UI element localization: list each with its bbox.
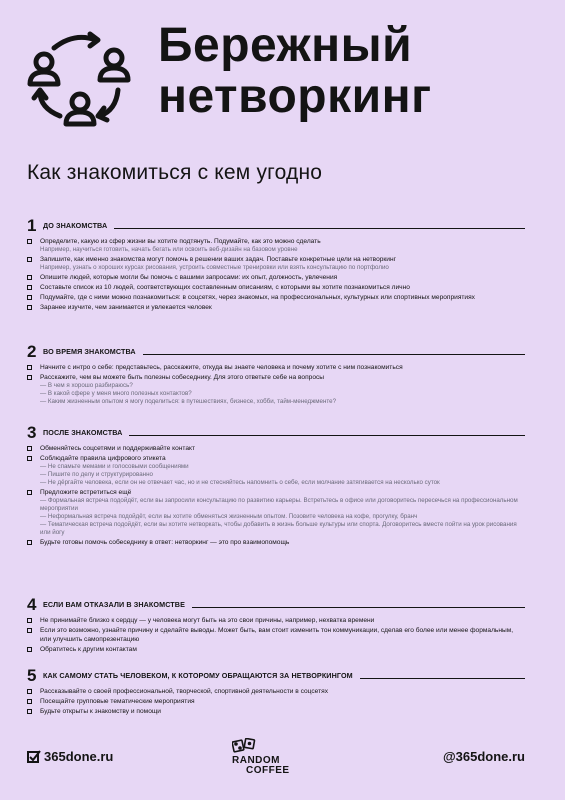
checkbox[interactable] bbox=[27, 709, 32, 714]
page-subtitle: Как знакомиться с кем угодно bbox=[27, 161, 323, 184]
checklist-item bbox=[27, 273, 525, 282]
section-number: 4 bbox=[27, 595, 37, 614]
item-note: Например, узнать о хороших курсах рисования, устроить совместные тренировки или взять консультацию по портфолио bbox=[40, 264, 389, 271]
item-text: Обменяйтесь соцсетями и поддерживайте контакт bbox=[40, 445, 195, 452]
title-line-2: нетворкинг bbox=[158, 70, 432, 123]
checklist bbox=[27, 687, 525, 716]
section-title: КАК САМОМУ СТАТЬ ЧЕЛОВЕКОМ, К КОТОРОМУ ОБРАЩАЮТСЯ ЗА НЕТВОРКИНГОМ bbox=[43, 671, 353, 680]
section-divider bbox=[143, 354, 525, 355]
section-title: ЕСЛИ ВАМ ОТКАЗАЛИ В ЗНАКОМСТВЕ bbox=[43, 600, 185, 609]
page-title bbox=[158, 20, 432, 122]
checklist-item bbox=[27, 538, 525, 547]
item-note: — В какой сфере у меня много полезных контактов? bbox=[40, 390, 192, 397]
checklist-item bbox=[27, 454, 525, 487]
section-title: ДО ЗНАКОМСТВА bbox=[43, 221, 108, 230]
item-text: Опишите людей, которые могли бы помочь с вашими запросами: их опыт, должность, увлечения bbox=[40, 274, 338, 281]
checklist-item bbox=[27, 283, 525, 292]
item-note: — Пишите по делу и структурированно bbox=[40, 471, 153, 478]
item-text: Расскажите, чем вы можете быть полезны собеседнику. Для этого ответьте себе на вопросы bbox=[40, 374, 325, 381]
checkbox[interactable] bbox=[27, 699, 32, 704]
checklist-item bbox=[27, 293, 525, 302]
section-2 bbox=[27, 343, 525, 407]
checkbox[interactable] bbox=[27, 239, 32, 244]
social-handle[interactable]: @365done.ru bbox=[442, 749, 525, 764]
checkbox[interactable] bbox=[27, 285, 32, 290]
checklist-item bbox=[27, 707, 525, 716]
dice-icon bbox=[232, 738, 256, 754]
section-4 bbox=[27, 596, 525, 655]
checklist-item bbox=[27, 488, 525, 537]
section-divider bbox=[129, 435, 525, 436]
checklist bbox=[27, 444, 525, 547]
checklist-item bbox=[27, 237, 525, 254]
checklist-item bbox=[27, 373, 525, 406]
section-divider bbox=[360, 678, 525, 679]
section-3 bbox=[27, 424, 525, 548]
item-text: Посещайте групповые тематические мероприятия bbox=[40, 698, 195, 705]
logo-line-2: COFFEE bbox=[246, 765, 290, 776]
checklist bbox=[27, 363, 525, 406]
section-number: 5 bbox=[27, 666, 37, 685]
footer bbox=[0, 736, 565, 776]
checkbox[interactable] bbox=[27, 295, 32, 300]
section-title: ПОСЛЕ ЗНАКОМСТВА bbox=[43, 428, 123, 437]
checkbox[interactable] bbox=[27, 540, 32, 545]
section-1 bbox=[27, 217, 525, 313]
checklist-item bbox=[27, 626, 525, 644]
item-text: Обратитесь к другим контактам bbox=[40, 646, 137, 653]
site-link-text: 365done.ru bbox=[44, 749, 114, 764]
checklist bbox=[27, 237, 525, 312]
item-text: Составьте список из 10 людей, соответствующих составленным описаниям, с которыми вы хотите познакомиться лично bbox=[40, 284, 410, 291]
checklist-item bbox=[27, 255, 525, 272]
title-line-1: Бережный bbox=[158, 19, 413, 72]
item-text: Начните с интро о себе: представьтесь, расскажите, откуда вы знаете человека и почему хотите с ним познакомиться bbox=[40, 364, 403, 371]
checklist-item bbox=[27, 697, 525, 706]
section-number: 2 bbox=[27, 342, 37, 361]
item-text: Заранее изучите, чем занимается и увлекается человек bbox=[40, 304, 212, 311]
item-note: — Каким жизненным опытом я могу поделиться: в путешествиях, бизнесе, хобби, тайм-менеджменте? bbox=[40, 398, 337, 405]
checklist-item bbox=[27, 616, 525, 625]
checkbox[interactable] bbox=[27, 647, 32, 652]
checkbox[interactable] bbox=[27, 628, 32, 633]
item-text: Будьте готовы помочь собеседнику в ответ: нетворкинг — это про взаимопомощь bbox=[40, 539, 290, 546]
item-text: Рассказывайте о своей профессиональной, творческой, спортивной деятельности в соцсетях bbox=[40, 688, 329, 695]
item-note: — Формальная встреча подойдёт, если вы запросили консультацию по развитию карьеры. Встретьтесь в офисе или договоритесь пересечься на профессиональном мероприятии bbox=[40, 497, 518, 512]
item-text: Определите, какую из сфер жизни вы хотите подтянуть. Подумайте, как это можно сделать bbox=[40, 238, 321, 245]
checkbox[interactable] bbox=[27, 456, 32, 461]
item-text: Будьте открыты к знакомству и помощи bbox=[40, 708, 161, 715]
item-text: Соблюдайте правила цифрового этикета bbox=[40, 455, 166, 462]
item-note: — Не дёргайте человека, если он не отвечает час, но и не стесняйтесь напомнить о себе, если молчание затягивается на несколько суток bbox=[40, 479, 440, 486]
site-link[interactable] bbox=[27, 749, 113, 764]
item-text: Подумайте, где с ними можно познакомиться: в соцсетях, через знакомых, на профессиональных, культурных или спортивных мероприятиях bbox=[40, 294, 475, 301]
item-text: Предложите встретиться ещё bbox=[40, 489, 132, 496]
people-network-icon bbox=[24, 28, 136, 132]
item-note: — Не спамьте мемами и голосовыми сообщениями bbox=[40, 463, 189, 470]
section-title: ВО ВРЕМЯ ЗНАКОМСТВА bbox=[43, 347, 136, 356]
checkbox[interactable] bbox=[27, 490, 32, 495]
section-number: 1 bbox=[27, 216, 37, 235]
checkbox[interactable] bbox=[27, 365, 32, 370]
checklist bbox=[27, 616, 525, 654]
checklist-item bbox=[27, 363, 525, 372]
checklist-item bbox=[27, 303, 525, 312]
logo-line-1: RANDOM bbox=[232, 755, 280, 766]
checkbox[interactable] bbox=[27, 305, 32, 310]
section-5 bbox=[27, 667, 525, 717]
item-note: — Тематическая встреча подойдёт, если вы хотите нетворкать, чтобы добавить в жизнь больше культуры или спорта. Договоритесь вместе пойти на урок рисования или йогу bbox=[40, 521, 517, 536]
section-number: 3 bbox=[27, 423, 37, 442]
checklist-item bbox=[27, 687, 525, 696]
item-note: Например, научиться готовить, начать бегать или освоить веб-дизайн на базовом уровне bbox=[40, 246, 298, 253]
item-note: — В чем я хорошо разбираюсь? bbox=[40, 382, 133, 389]
checklist-item bbox=[27, 645, 525, 654]
random-coffee-logo bbox=[232, 738, 322, 776]
section-divider bbox=[192, 607, 525, 608]
item-note: — Неформальная встреча подойдёт, если вы хотите обменяться жизненным опытом. Позовите человека на кофе, прогулку, бранч bbox=[40, 513, 418, 520]
checkbox[interactable] bbox=[27, 446, 32, 451]
item-text: Запишите, как именно знакомства могут помочь в решении ваших задач. Поставьте конкретные цели на нетворкинг bbox=[40, 256, 397, 263]
checkbox[interactable] bbox=[27, 689, 32, 694]
item-text: Если это возможно, узнайте причину и сделайте выводы. Может быть, вам стоит изменить тон коммуникации, сделав его более или менее формальным, или улучшить самопрезентацию bbox=[40, 627, 514, 643]
checkmark-icon bbox=[27, 750, 41, 764]
checkbox[interactable] bbox=[27, 257, 32, 262]
section-divider bbox=[114, 228, 525, 229]
checkbox[interactable] bbox=[27, 275, 32, 280]
checkbox[interactable] bbox=[27, 375, 32, 380]
item-text: Не принимайте близко к сердцу — у человека могут быть на это свои причины, например, нехватка времени bbox=[40, 617, 375, 624]
checklist-item bbox=[27, 444, 525, 453]
checkbox[interactable] bbox=[27, 618, 32, 623]
